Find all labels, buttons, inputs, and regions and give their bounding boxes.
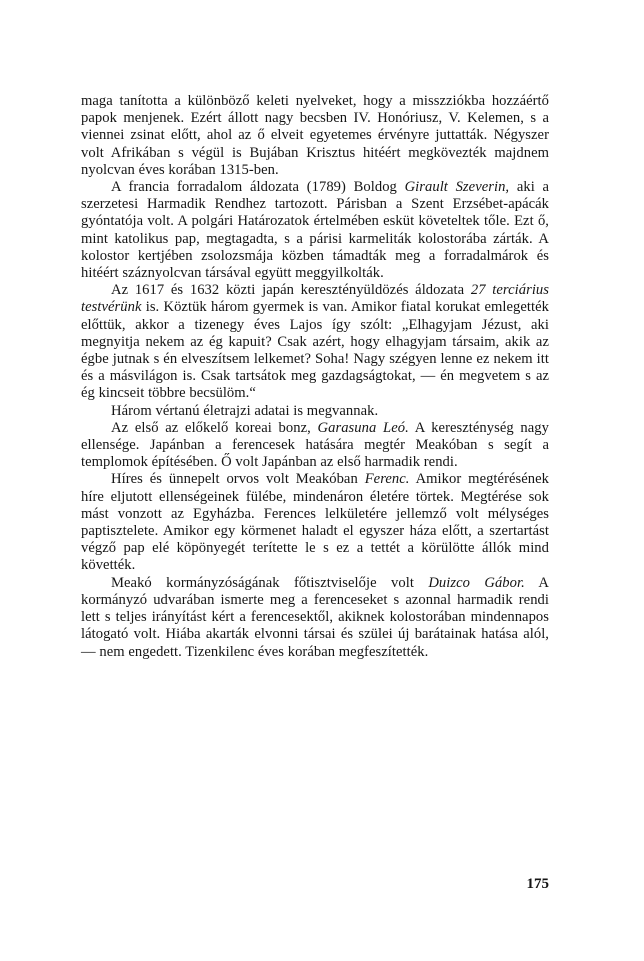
text-run: A francia forradalom áldozata (1789) Boldog bbox=[111, 179, 405, 196]
text-run: Híres és ünnepelt orvos volt Meakóban bbox=[111, 471, 365, 488]
paragraph bbox=[81, 93, 549, 179]
paragraph bbox=[81, 403, 549, 420]
text-run: is. Köztük három gyermek is van. Amikor fiatal korukat emlegették előttük, akkor a tizenegy éves Lajos így szólt: „Elhagyjam Jézust, aki megnyitja nekem az ég kapuit? Csak azért, hogy elhagyjam társaim, akik az égbe jutnak s én elveszítsem lelkemet? Soha! Nagy szégyen lenne ez nekem itt és a másvilágon is. Csak tartsátok meg gazdagságtokat, — én megvetem s az ég kincseit többre becsülöm.“ bbox=[81, 299, 549, 402]
paragraph bbox=[81, 420, 549, 472]
text-run: Meakó kormányzóságának főtisztviselője volt bbox=[111, 574, 429, 591]
page-number: 175 bbox=[526, 876, 549, 892]
text-run: A kormányzó udvarában ismerte meg a ferenceseket s azonnal harmadik rendi lett s teljes irányítást kért a ferencesektől, akiknek kolostorában mindennapos látogató volt. Hiába akarták elvonni társai és szülei új barátainak hatása alól, — nem engedett. Tizenkilenc éves korában megfeszítették. bbox=[81, 574, 549, 660]
paragraph bbox=[81, 179, 549, 282]
paragraph bbox=[81, 282, 549, 402]
page-body bbox=[81, 93, 549, 661]
italic-name: Garasuna Leó. bbox=[317, 419, 409, 436]
paragraph bbox=[81, 575, 549, 661]
italic-name: Girault Szeverin, bbox=[404, 179, 510, 196]
text-run: maga tanította a különböző keleti nyelveket, hogy a misszziókba hozzáértő papok menjenek. Ezért állott nagy becsben IV. Honóriusz, V. Kelemen, s a viennei zsinat előtt, ahol az ő elveit egyetemes érvényre juttatták. Négyszer volt Afrikában s végül is Bujában Krisztus hitéért megkövezték majdnem nyolcvan éves korában 1315-ben. bbox=[81, 93, 549, 178]
text-run: A kereszténység nagy ellensége. Japánban a ferencesek hatására megtér Meakóban s segít a templomok építésében. Ő volt Japánban az első harmadik rendi. bbox=[81, 419, 550, 471]
text-run: Az első az előkelő koreai bonz, bbox=[111, 419, 318, 436]
italic-name: 27 terciárius testvérünk bbox=[81, 282, 549, 316]
text-run: Amikor megtérésének híre eljutott ellenségeinek fülébe, mindenáron életére törtek. Megtérése sok mást vonzott az Egyházba. Ferences lelkületére jellemző volt mélységes paptisztelete. Amikor egy körmenet haladt el egyszer háza előtt, a szertartást végző pap elé köpönyegét terítette le s ez a tettét a körülötte állók mind követték. bbox=[81, 471, 549, 574]
italic-name: Duizco Gábor. bbox=[428, 574, 525, 591]
italic-name: Ferenc. bbox=[364, 471, 410, 488]
text-run: aki a szerzetesi Harmadik Rendhez tartozott. Párisban a Szent Erzsébet-apácák gyóntatója volt. A polgári Határozatok értelmében esküt követeltek tőle. Ezt ő, mint katolikus pap, megtagadta, s a párisi karmeliták kolostorába zárták. A kolostor kertjében zsolozsmája közben támadták meg a forradalmárok és hitéért száznyolcvan társával együtt meggyilkolták. bbox=[81, 179, 550, 282]
text-run: Az 1617 és 1632 közti japán keresztényüldözés áldozata bbox=[111, 282, 471, 299]
text-run: Három vértanú életrajzi adatai is megvannak. bbox=[111, 402, 379, 419]
paragraph bbox=[81, 471, 549, 574]
